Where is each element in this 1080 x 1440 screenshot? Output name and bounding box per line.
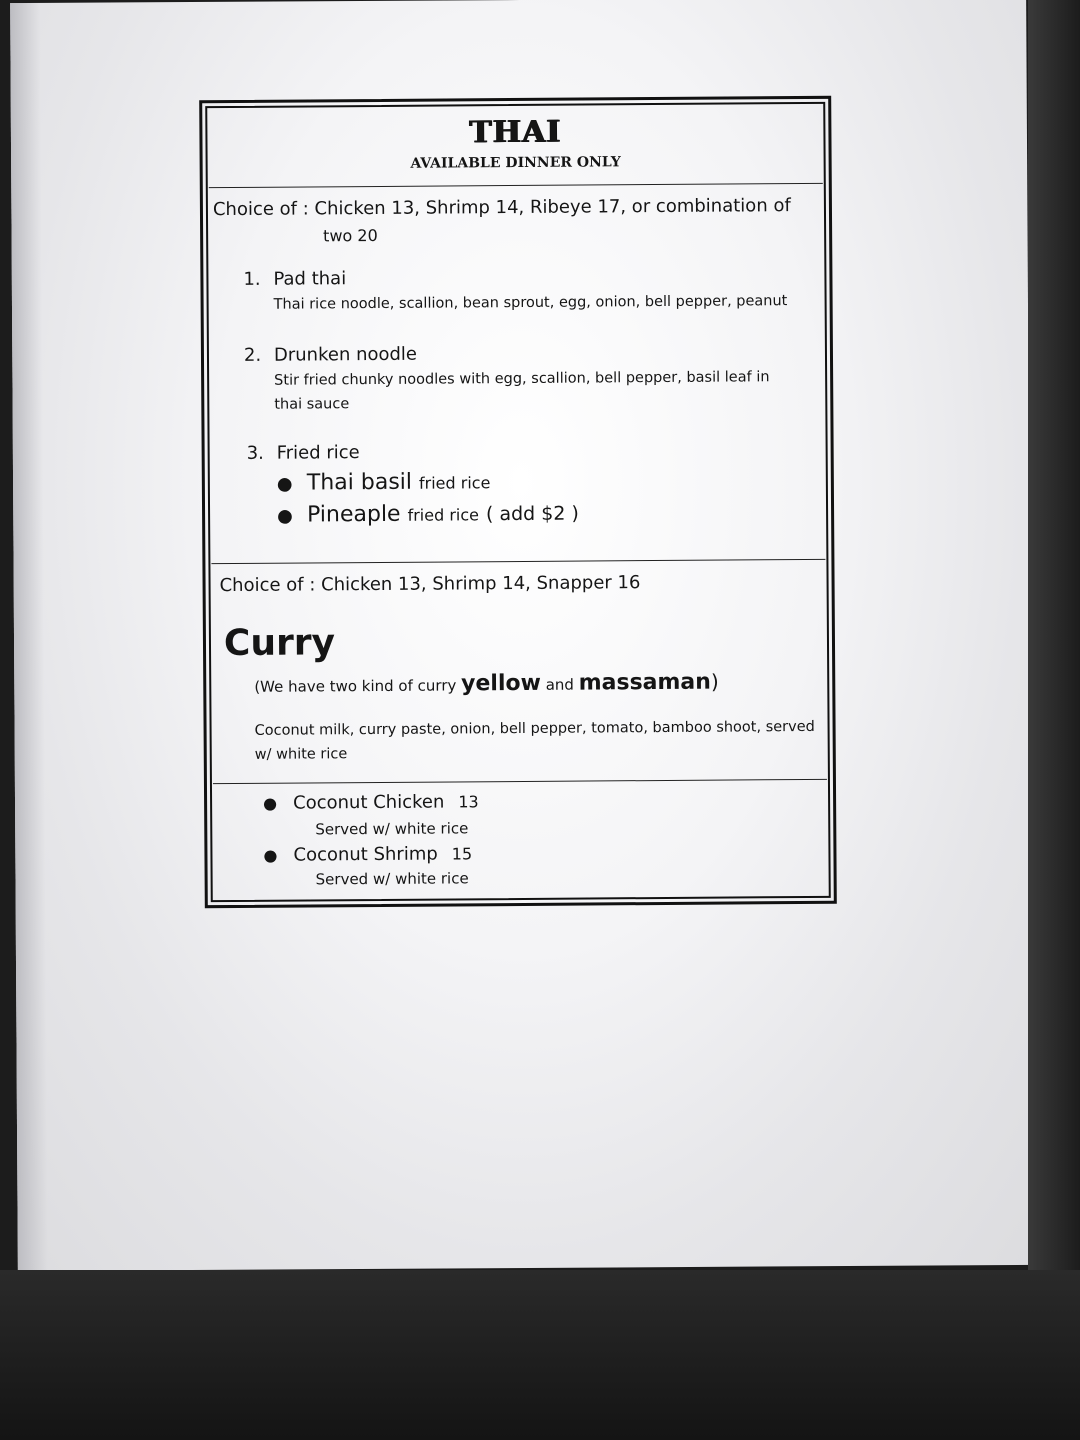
fried-rice-option (277, 469, 491, 495)
curry-description-line: Coconut milk, curry paste, onion, bell pepper, tomato, bamboo shoot, served (254, 718, 815, 739)
option-name: Pineaple (306, 501, 401, 528)
bullet: ● (263, 845, 278, 865)
divider (213, 779, 827, 784)
option-name: Thai basil (306, 469, 413, 496)
menu-title: THAI (469, 114, 562, 151)
item-description-line: Stir fried chunky noodles with egg, scallion, bell pepper, basil leaf in (274, 369, 770, 389)
paper-edge-shadow (10, 3, 48, 1271)
option-suffix: fried rice (418, 473, 491, 493)
choice-options: Chicken 13, Shrimp 14, Ribeye 17, or combination of (314, 195, 791, 220)
curry-massaman: massaman (578, 669, 711, 696)
background-surface-right (1028, 0, 1080, 1270)
fried-rice-option (277, 501, 579, 528)
divider (211, 559, 825, 564)
item-number: 2. (243, 344, 262, 366)
noodle-choice-line (213, 195, 791, 220)
curry-note-close: ) (710, 669, 719, 694)
curry-heading: Curry (223, 622, 336, 665)
bullet: ● (277, 505, 293, 527)
choice-prefix: Choice of : (212, 198, 315, 221)
option-extra: ( add $2 ) (485, 502, 579, 526)
bullet: ● (276, 473, 293, 495)
item-served-note: Served w/ white rice (315, 869, 469, 889)
choice-options: Chicken 13, Shrimp 14, Snapper 16 (321, 572, 641, 596)
bullet: ● (263, 793, 278, 813)
curry-and: and (540, 675, 579, 694)
item-price: 15 (451, 844, 473, 864)
item-name: Coconut Shrimp (293, 843, 438, 866)
background-surface-bottom (0, 1270, 1080, 1440)
menu-item-coconut-shrimp (263, 843, 472, 865)
item-price: 13 (458, 792, 479, 812)
item-name: Drunken noodle (273, 343, 418, 366)
divider (209, 183, 823, 188)
item-name: Fried rice (276, 442, 360, 464)
curry-yellow: yellow (461, 670, 541, 697)
curry-description-line: w/ white rice (254, 746, 348, 763)
item-number: 1. (243, 268, 261, 290)
item-description-line: thai sauce (274, 396, 350, 413)
choice-prefix: Choice of : (219, 574, 322, 597)
item-name: Pad thai (273, 268, 347, 290)
menu-subtitle: AVAILABLE DINNER ONLY (410, 154, 621, 172)
item-name: Coconut Chicken (293, 791, 445, 814)
item-served-note: Served w/ white rice (315, 819, 469, 839)
item-description (274, 365, 770, 416)
curry-description (255, 715, 816, 767)
item-description: Thai rice noodle, scallion, bean sprout, egg, onion, bell pepper, peanut (273, 293, 788, 313)
menu-item-drunken-noodle (244, 344, 417, 366)
item-number: 3. (246, 442, 264, 464)
option-suffix: fried rice (407, 505, 480, 525)
menu-item-fried-rice (247, 442, 360, 464)
noodle-choice-continuation: two 20 (323, 225, 378, 246)
curry-note (254, 670, 719, 698)
curry-choice-line (220, 572, 641, 596)
menu-card (199, 96, 837, 908)
curry-note-open: (We have two kind of curry (254, 676, 462, 696)
menu-item-pad-thai (243, 268, 346, 290)
menu-item-coconut-chicken (263, 791, 479, 814)
